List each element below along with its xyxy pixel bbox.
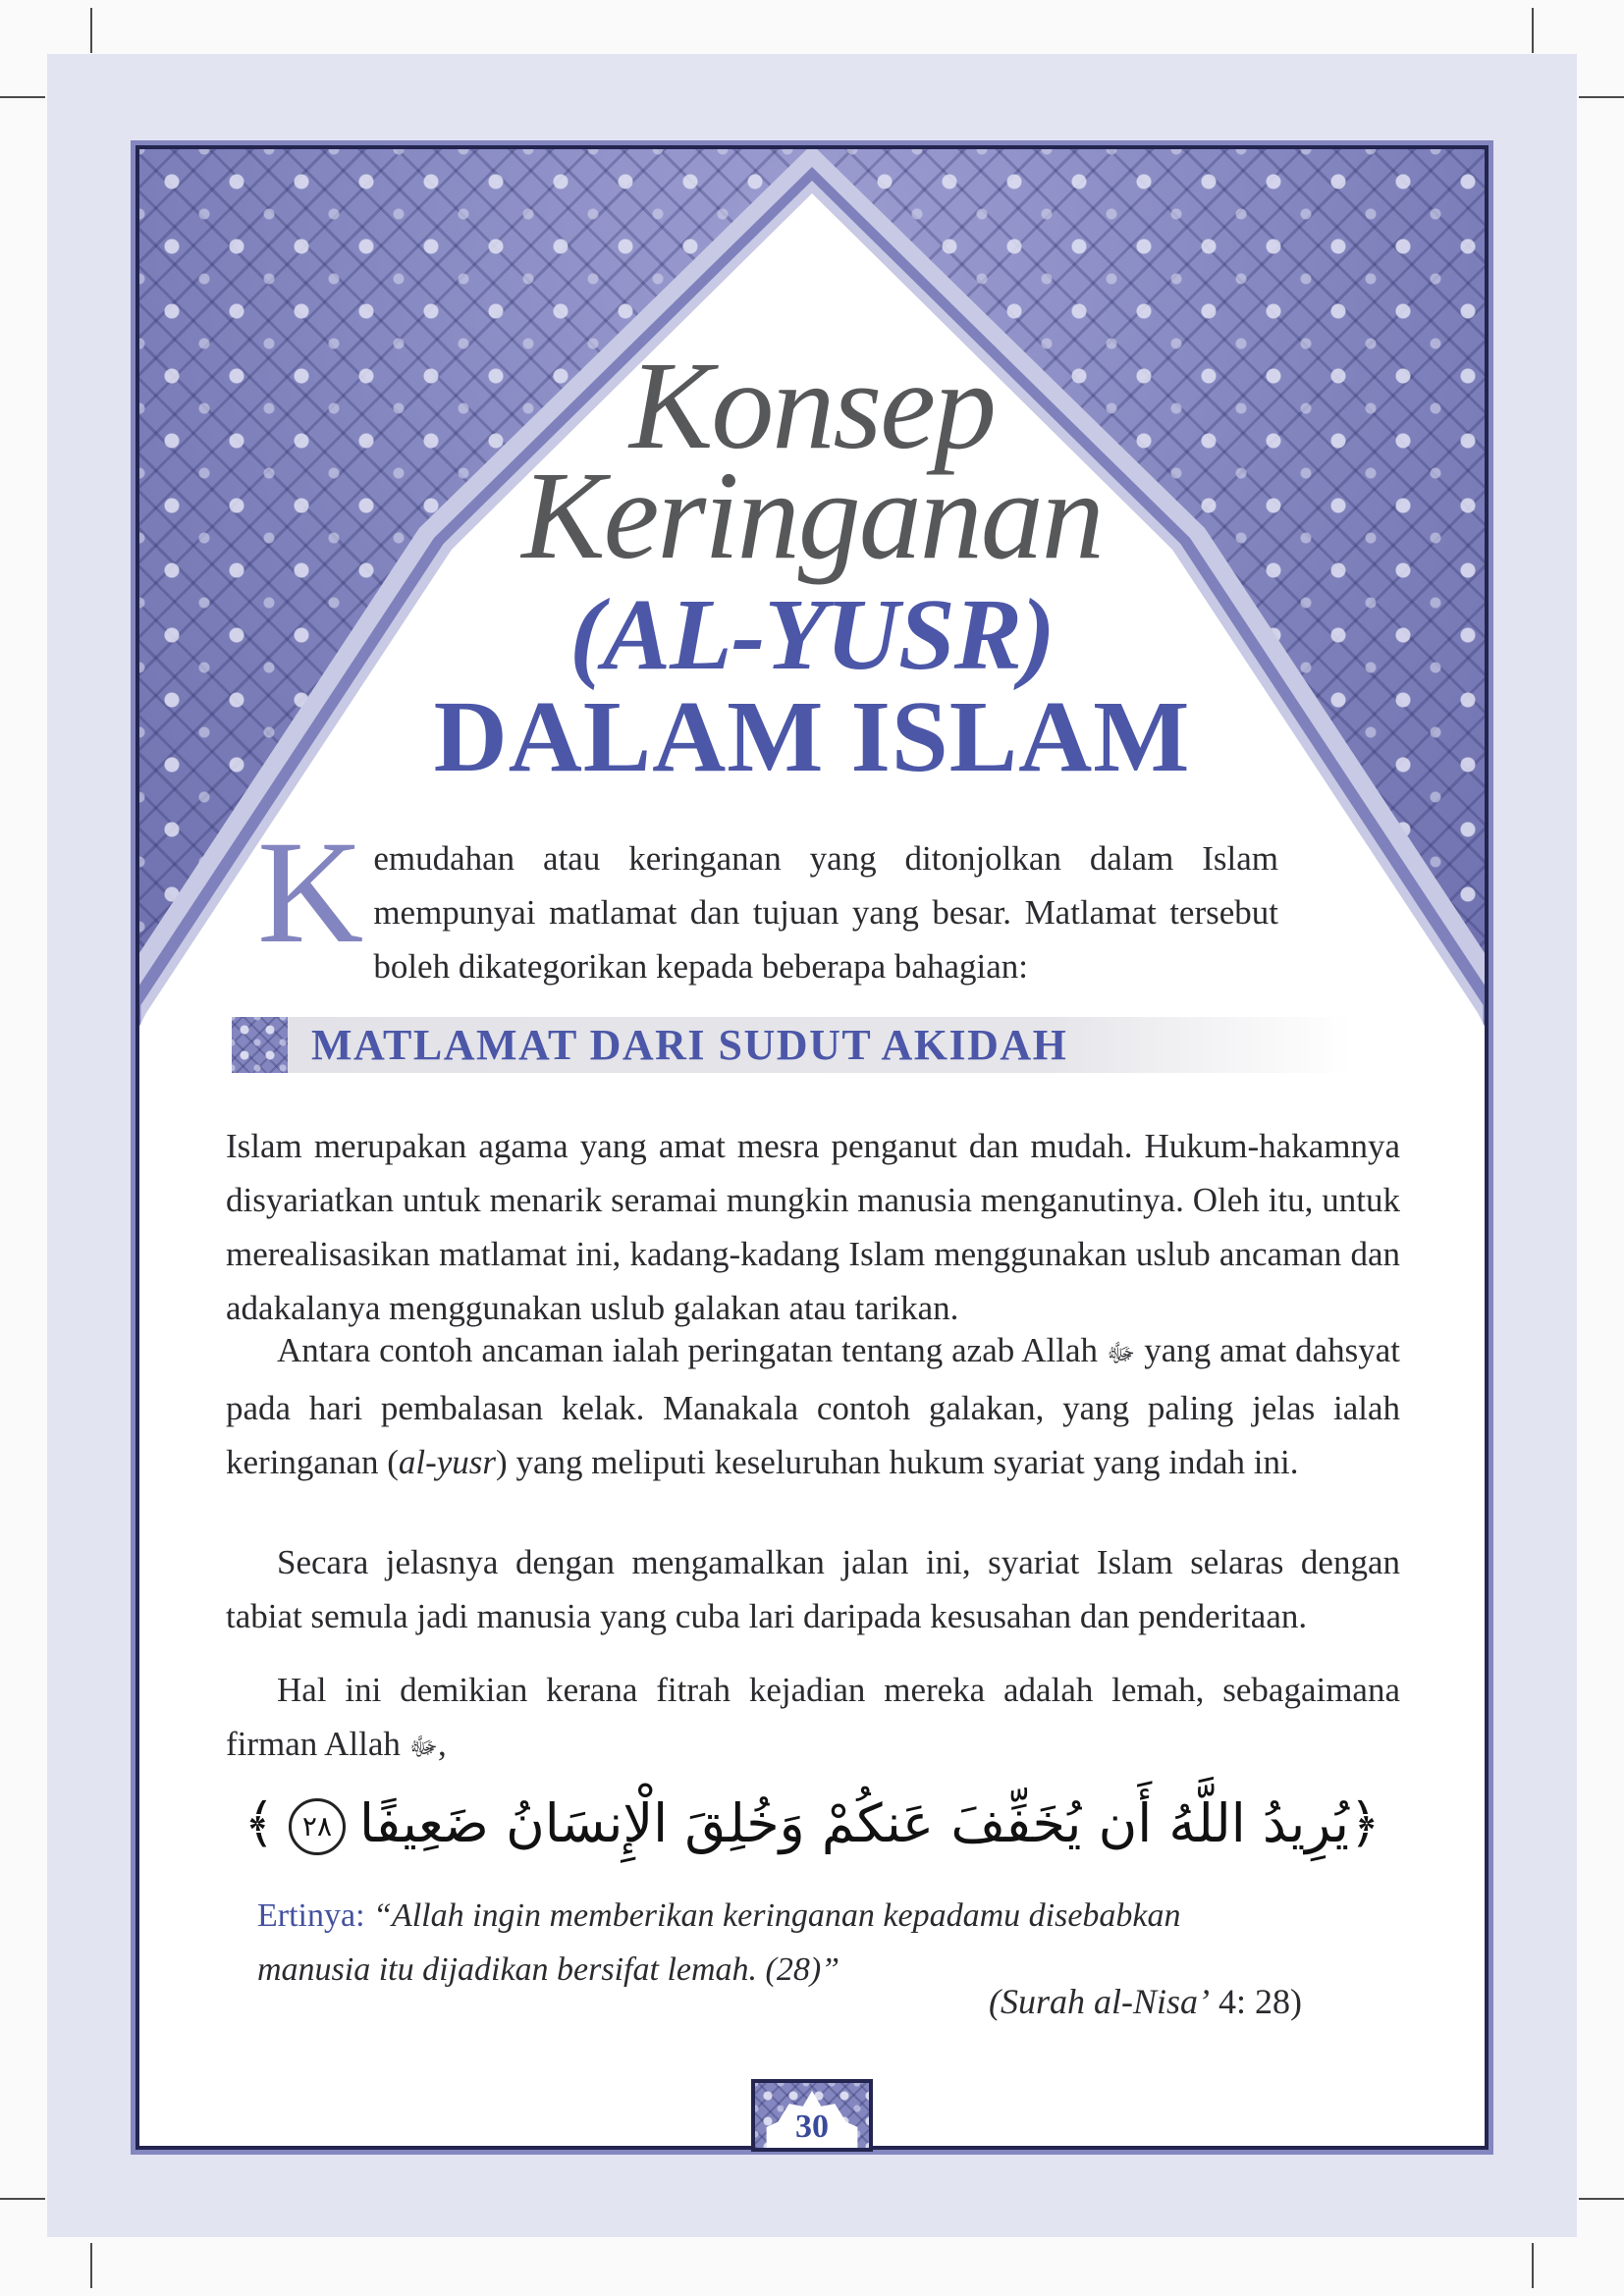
ornate-bracket-open: ﴿	[1349, 1792, 1380, 1854]
allah-honorific-icon: ﷻ	[408, 1733, 438, 1762]
section-heading-bar	[232, 1017, 1400, 1073]
section-heading: MATLAMAT DARI SUDUT AKIDAH	[311, 1021, 1068, 1069]
p2-text-a: Antara contoh ancaman ialah peringatan tentang azab Allah	[277, 1331, 1107, 1369]
verse-number-medallion: ٢٨	[289, 1798, 346, 1855]
source-surah-name: (Surah al-Nisa’	[989, 1982, 1210, 2021]
p4-text-a: Hal ini demikian kerana fitrah kejadian mereka adalah lemah, sebagaimana firman Allah	[226, 1671, 1400, 1763]
allah-honorific-icon: ﷻ	[1106, 1339, 1136, 1368]
title-line-al-yusr: (AL-YUSR)	[569, 578, 1055, 691]
p4-text-b: ,	[437, 1725, 447, 1763]
intro-text: emudahan atau keringanan yang ditonjolkan dalam Islam mempunyai matlamat dan tujuan yang besar. Matlamat tersebut boleh dikategorikan kepada beberapa bahagian:	[373, 839, 1278, 986]
paragraph-akidah-4	[226, 1663, 1400, 1775]
crop-mark-bottom-left-vertical	[90, 2243, 92, 2288]
p2-italic-al-yusr: al-yusr	[398, 1443, 497, 1481]
page-border-frame	[135, 145, 1489, 2150]
translation-quote: “Allah ingin memberikan keringanan kepadamu disebabkan manusia itu dijadikan bersifat lemah. (28)”	[257, 1897, 1181, 1988]
ertinya-label: Ertinya:	[257, 1897, 365, 1934]
crop-mark-top-left-horizontal	[0, 96, 45, 98]
paragraph-akidah-1: Islam merupakan agama yang amat mesra penganut dan mudah. Hukum-hakamnya disyariatkan untuk menarik seramai mungkin manusia menganutinya. Oleh itu, untuk merealisasikan matlamat ini, kadang-kadang Islam menggunakan uslub ancaman dan adakalanya menggunakan uslub galakan atau tarikan.	[226, 1127, 1400, 1327]
quran-verse-arabic	[139, 1765, 1485, 1883]
crop-mark-bottom-right-horizontal	[1579, 2198, 1624, 2200]
page-number-tile	[755, 2083, 869, 2148]
crop-mark-bottom-right-vertical	[1532, 2243, 1534, 2288]
crop-mark-top-right-vertical	[1532, 8, 1534, 53]
page-number: 30	[795, 2109, 829, 2145]
arabesque-tile-icon	[232, 1017, 288, 1073]
crop-mark-top-left-vertical	[90, 8, 92, 53]
paragraph-akidah-2	[226, 1323, 1400, 1489]
source-ayah-number: 4: 28)	[1210, 1982, 1302, 2021]
p2-text-c: ) yang meliputi keseluruhan hukum syariat yang indah ini.	[496, 1443, 1299, 1481]
crop-mark-top-right-horizontal	[1579, 96, 1624, 98]
book-page	[47, 54, 1577, 2237]
ornate-bracket-close: ﴾	[244, 1792, 275, 1854]
chapter-title	[139, 336, 1485, 793]
page-number-ornament	[751, 2079, 873, 2152]
p2-text-b: yang amat dahsyat pada hari pembalasan kelak. Manakala contoh galakan, yang paling jelas ialah keringanan (	[226, 1331, 1400, 1481]
title-line-dalam-islam: DALAM ISLAM	[433, 680, 1191, 793]
intro-paragraph	[257, 811, 1278, 993]
verse-source-reference	[226, 1981, 1302, 2022]
title-line-konsep: Konsep	[629, 336, 995, 475]
title-line-keringanan: Keringanan	[521, 446, 1103, 585]
drop-cap: K	[257, 811, 364, 974]
verse-arabic-text: يُرِيدُ اللَّهُ أَن يُخَفِّفَ عَنكُمْ وَخُلِقَ الْإِنسَانُ ضَعِيفًا	[358, 1792, 1350, 1854]
paragraph-akidah-3: Secara jelasnya dengan mengamalkan jalan ini, syariat Islam selaras dengan tabiat semula jadi manusia yang cuba lari daripada kesusahan dan penderitaan.	[226, 1543, 1400, 1635]
crop-mark-bottom-left-horizontal	[0, 2198, 45, 2200]
